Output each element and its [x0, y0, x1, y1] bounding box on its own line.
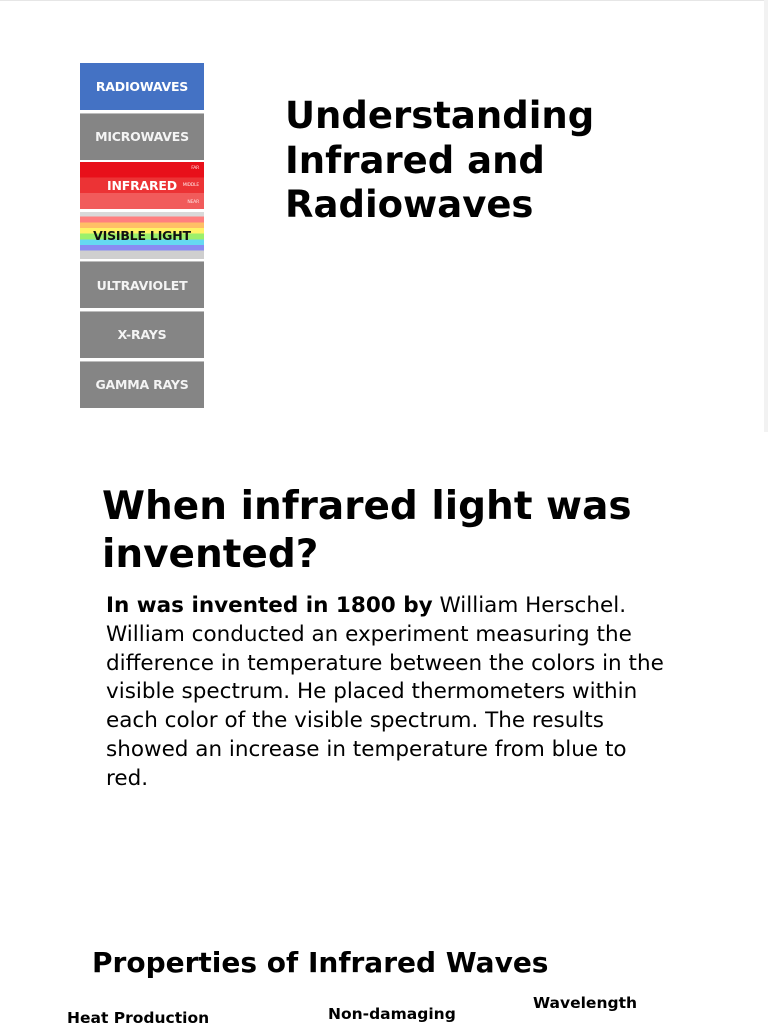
property-heat-production: Heat Production [67, 1009, 210, 1024]
band-infrared [80, 162, 204, 209]
top-divider [0, 0, 768, 1]
band-x-rays [80, 311, 204, 358]
body-lead-text: In was invented in 1800 by [106, 593, 433, 618]
electromagnetic-spectrum-graphic [80, 63, 204, 410]
infrared-near-label: NEAR [187, 199, 199, 205]
property-non-damaging: Non-damaging [328, 1005, 456, 1023]
section-heading: When infrared light was invented? [102, 484, 632, 577]
infrared-middle-label: MIDDLE [182, 182, 199, 188]
band-label: INFRARED [107, 178, 177, 194]
band-label: GAMMA RAYS [95, 377, 189, 393]
band-label: ULTRAVIOLET [96, 277, 188, 293]
band-gamma-rays [80, 361, 204, 408]
band-microwaves [80, 113, 204, 160]
band-label: VISIBLE LIGHT [93, 227, 191, 243]
band-label: X-RAYS [117, 327, 167, 343]
infrared-sub-labels [183, 167, 199, 205]
body-rest-text: William Herschel. William conducted an experiment measuring the difference in temperature between the colors in the visible spectrum. He placed thermometers within each color of the visible spectrum. The results showed an increase in temperature from blue to red. [106, 593, 664, 791]
band-radiowaves [80, 63, 204, 110]
band-ultraviolet [80, 261, 204, 308]
section-body [106, 592, 666, 794]
band-visible-light [80, 212, 204, 259]
right-edge-divider [764, 0, 768, 432]
properties-heading: Properties of Infrared Waves [92, 946, 549, 979]
infrared-far-label: FAR [191, 166, 199, 172]
page-title: Understanding Infrared and Radiowaves [285, 94, 595, 226]
band-label: MICROWAVES [95, 129, 189, 145]
property-wavelength: Wavelength [533, 994, 638, 1012]
band-label: RADIOWAVES [95, 79, 189, 94]
